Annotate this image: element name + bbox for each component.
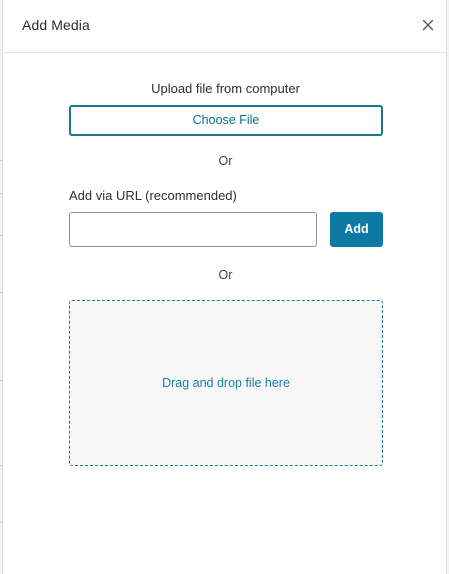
add-media-dialog — [2, 0, 447, 574]
url-input[interactable] — [69, 212, 317, 247]
dialog-title: Add Media — [22, 17, 90, 33]
dialog-header — [3, 0, 446, 53]
upload-label: Upload file from computer — [151, 81, 300, 96]
or-separator: Or — [218, 268, 233, 282]
or-separator: Or — [218, 154, 233, 168]
dropzone-label: Drag and drop file here — [162, 376, 290, 390]
dropzone[interactable] — [69, 300, 383, 466]
add-url-button[interactable]: Add — [330, 212, 383, 247]
url-label: Add via URL (recommended) — [69, 188, 237, 203]
choose-file-button[interactable]: Choose File — [69, 105, 383, 136]
close-button[interactable] — [419, 16, 437, 34]
close-icon[interactable] — [419, 16, 437, 34]
